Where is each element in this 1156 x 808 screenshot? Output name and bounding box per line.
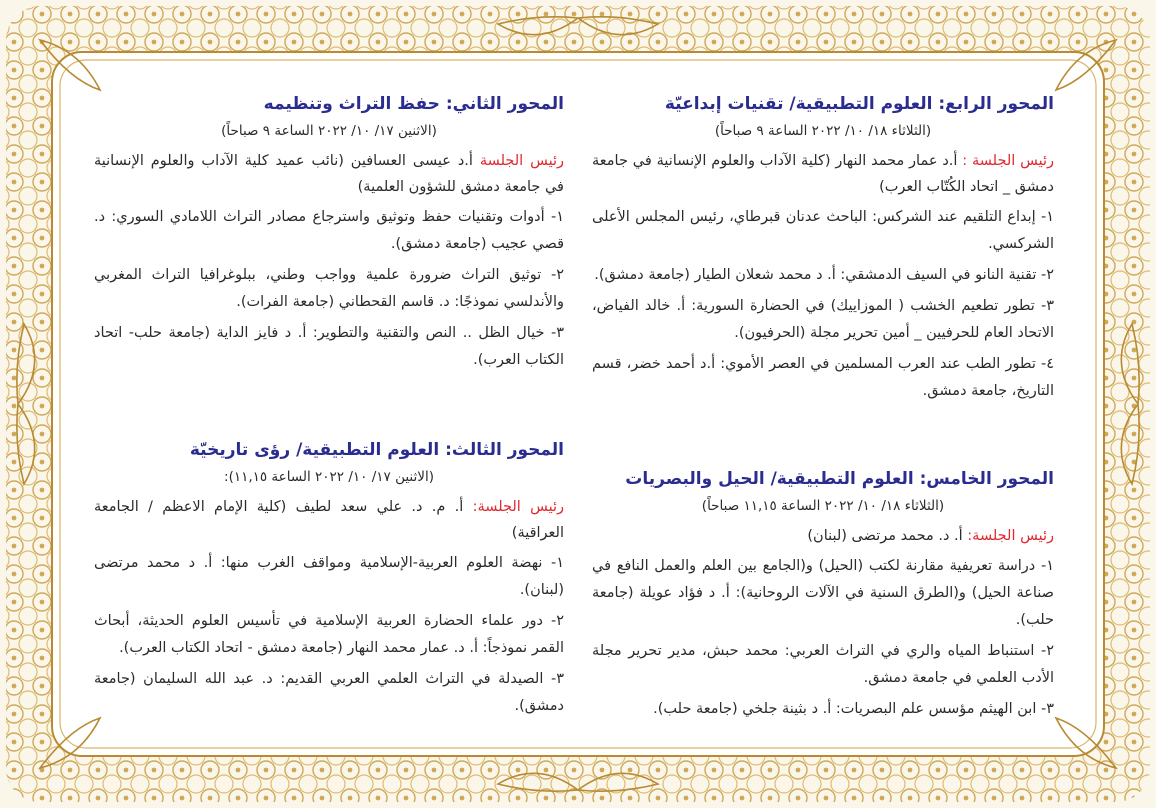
item-number: ٣- [1040, 701, 1054, 717]
section-axis-5 [592, 467, 1054, 723]
section-title: المحور الرابع: العلوم التطبيقية/ تقنيات إبداعيّة [664, 94, 1054, 114]
chair-label: رئيس الجلسة [479, 153, 564, 169]
item-number: ١- [1040, 209, 1055, 225]
list-item [94, 550, 564, 604]
item-text: دور علماء الحضارة العربية الإسلامية في تأسيس العلوم الحديثة، أبحاث القمر نموذجاً: أ. د. عمار محمد النهار (جامعة دمشق - اتحاد الكتاب العرب). [94, 613, 564, 656]
item-number: ٣- [550, 325, 564, 341]
list-item [592, 553, 1054, 634]
list-item [592, 696, 1054, 723]
item-text: ابن الهيثم مؤسس علم البصريات: أ. د بثينة جلخي (جامعة حلب). [653, 701, 1037, 717]
session-chair [592, 523, 1054, 549]
item-text: خيال الظل .. النص والتقنية والتطوير: أ. د فايز الداية (جامعة حلب- اتحاد الكتاب العرب). [94, 325, 564, 368]
list-item [592, 351, 1054, 405]
list-item [592, 638, 1054, 692]
left-column [94, 92, 564, 724]
section-title: المحور الثاني: حفظ التراث وتنظيمه [263, 94, 564, 114]
section-date: (الاثنين ١٧/ ١٠/ ٢٠٢٢ الساعة ٩ صباحاً) [221, 123, 437, 139]
item-number: ٢- [550, 613, 564, 629]
item-number: ٤- [1040, 356, 1055, 372]
chair-label: رئيس الجلسة: [967, 528, 1054, 544]
list-item [94, 608, 564, 662]
chair-text: أ.د عمار محمد النهار (كلية الآداب والعلوم الإنسانية في جامعة دمشق _ اتحاد الكُتّاب العرب) [592, 153, 1054, 195]
section-date: (الثلاثاء ١٨/ ١٠/ ٢٠٢٢ الساعة ١١,١٥ صباحاً) [701, 498, 945, 514]
item-text: تطور الطب عند العرب المسلمين في العصر الأموي: أ.د أحمد خضر، قسم التاريخ، جامعة دمشق. [592, 356, 1054, 399]
list-item [94, 204, 564, 258]
session-chair [94, 148, 564, 200]
chair-label: رئيس الجلسة : [962, 153, 1055, 169]
item-text: نهضة العلوم العربية-الإسلامية ومواقف الغرب منها: أ. د محمد مرتضى (لبنان). [94, 555, 564, 598]
item-text: تطور تطعيم الخشب ( الموزاييك) في الحضارة السورية: أ. خالد الفياض، الاتحاد العام للحرفيين _ أمين تحرير مجلة (الحرفيون). [592, 298, 1054, 341]
item-number: ٢- [550, 267, 564, 283]
item-text: أدوات وتقنيات حفظ وتوثيق واسترجاع مصادر التراث اللامادي السوري: د. قصي عجيب (جامعة دمشق). [94, 209, 564, 252]
item-text: دراسة تعريفية مقارنة لكتب (الحيل) و(الجامع بين العلم والعمل النافع في صناعة الحيل) و(الطرق السنية في الآلات الروحانية): أ. د فؤاد عويلة (جامعة حلب). [592, 558, 1054, 628]
list-item [94, 666, 564, 720]
item-number: ٢- [1040, 643, 1054, 659]
item-number: ١- [550, 209, 564, 225]
section-title: المحور الثالث: العلوم التطبيقية/ رؤى تاريخيّة [189, 440, 564, 460]
list-item [592, 262, 1054, 289]
list-item [94, 320, 564, 374]
section-title: المحور الخامس: العلوم التطبيقية/ الحيل والبصريات [625, 469, 1054, 489]
right-column [592, 92, 1054, 727]
chair-text: أ. د. محمد مرتضى (لبنان) [807, 528, 963, 544]
section-axis-3 [94, 438, 564, 720]
section-date: (الاثنين ١٧/ ١٠/ ٢٠٢٢ الساعة ١١,١٥): [224, 469, 434, 485]
section-axis-4 [592, 92, 1054, 405]
section-axis-2 [94, 92, 564, 374]
chair-label: رئيس الجلسة: [472, 499, 565, 515]
section-spacer [592, 409, 1054, 467]
item-text: إبداع التلقيم عند الشركس: الباحث عدنان قبرطاي، رئيس المجلس الأعلى الشركسي. [592, 209, 1054, 252]
list-item [94, 262, 564, 316]
list-item [592, 293, 1054, 347]
item-number: ١- [550, 555, 565, 571]
session-chair [94, 494, 564, 546]
section-date: (الثلاثاء ١٨/ ١٠/ ٢٠٢٢ الساعة ٩ صباحاً) [714, 123, 932, 139]
item-text: توثيق التراث ضرورة علمية وواجب وطني، ببلوغرافيا التراث المغربي والأندلسي نموذجًا: د. قاسم القحطاني (جامعة الفرات). [94, 267, 564, 310]
item-number: ٢- [1040, 267, 1054, 283]
item-text: تقنية النانو في السيف الدمشقي: أ. د محمد شعلان الطيار (جامعة دمشق). [594, 267, 1037, 283]
item-number: ١- [1040, 558, 1054, 574]
chair-text: أ. م. د. علي سعد لطيف (كلية الإمام الاعظم / الجامعة العراقية) [94, 499, 564, 541]
section-spacer [94, 378, 564, 438]
item-number: ٣- [550, 671, 564, 687]
list-item [592, 204, 1054, 258]
chair-text: أ.د عيسى العسافين (نائب عميد كلية الآداب والعلوم الإنسانية في جامعة دمشق للشؤون العلمية) [94, 153, 564, 195]
session-chair [592, 148, 1054, 200]
item-text: استنباط المياه والري في التراث العربي: محمد حبش، مدير تحرير مجلة الأدب العلمي في جامعة دمشق. [592, 643, 1054, 686]
item-text: الصيدلة في التراث العلمي العربي القديم: د. عبد الله السليمان (جامعة دمشق). [94, 671, 564, 714]
item-number: ٣- [1040, 298, 1055, 314]
